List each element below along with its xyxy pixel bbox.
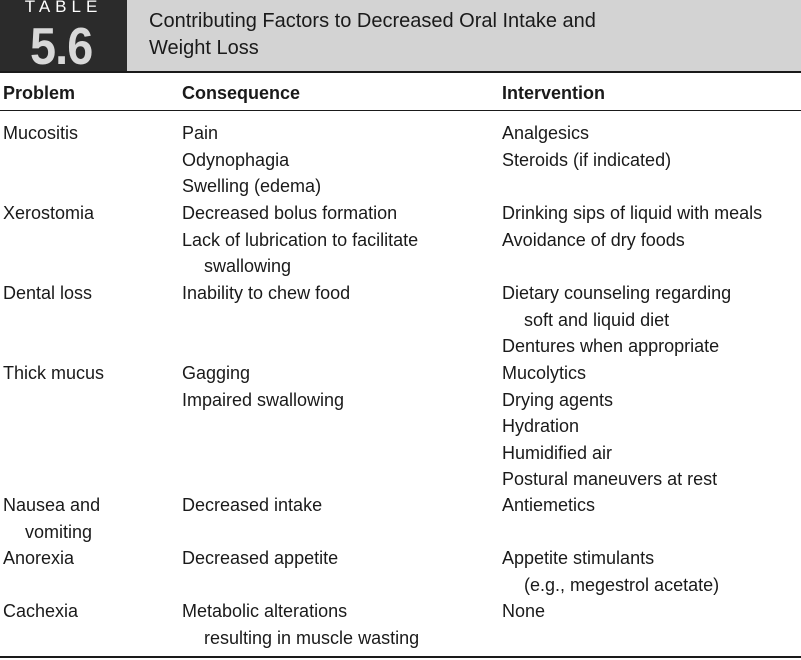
- intervention-text: Hydration: [502, 416, 580, 436]
- intervention-text: Antiemetics: [502, 495, 596, 515]
- consequence-text: Decreased appetite: [182, 548, 339, 568]
- badge-label: TABLE: [24, 0, 103, 16]
- column-header-consequence: Consequence: [182, 83, 301, 103]
- intervention-cell: [502, 598, 797, 625]
- problem-text: Anorexia: [3, 548, 75, 568]
- intervention-cell: [502, 545, 797, 598]
- intervention-text: Analgesics: [502, 123, 590, 143]
- consequence-text: resulting in muscle wasting: [204, 627, 420, 648]
- problem-text: Nausea and: [3, 495, 101, 515]
- intervention-text: Humidified air: [502, 442, 613, 463]
- problem-cell: [3, 360, 173, 387]
- consequence-text: Metabolic alterations: [182, 601, 348, 621]
- consequence-cell: [182, 360, 492, 413]
- intervention-text: Dentures when appropriate: [502, 336, 720, 356]
- problem-text: Mucositis: [3, 123, 79, 143]
- problem-cell: [3, 280, 173, 307]
- intervention-text: None: [502, 601, 546, 621]
- badge-number: 5.6: [30, 18, 93, 71]
- consequence-text: Decreased bolus formation: [182, 203, 398, 223]
- intervention-text: Mucolytics: [502, 363, 587, 383]
- column-header-intervention: Intervention: [502, 83, 606, 103]
- column-header-problem: Problem: [3, 83, 76, 103]
- consequence-text: Swelling (edema): [182, 176, 322, 196]
- consequence-text: Lack of lubrication to facilitate: [182, 229, 419, 250]
- consequence-text: Pain: [182, 123, 219, 143]
- intervention-text: soft and liquid diet: [524, 309, 670, 330]
- consequence-text: Decreased intake: [182, 495, 323, 515]
- table-title: [149, 8, 789, 62]
- intervention-cell: [502, 200, 797, 253]
- title-line-1: Contributing Factors to Decreased Oral Intake and: [149, 10, 596, 32]
- problem-text: vomiting: [25, 521, 93, 542]
- problem-text: Dental loss: [3, 283, 93, 303]
- consequence-cell: [182, 120, 492, 200]
- table-number-badge: [0, 0, 127, 71]
- consequence-text: Gagging: [182, 363, 251, 383]
- consequence-cell: [182, 200, 492, 280]
- problem-text: Cachexia: [3, 601, 79, 621]
- top-rule: [0, 71, 801, 73]
- intervention-text: Drinking sips of liquid with meals: [502, 203, 763, 223]
- problem-text: Thick mucus: [3, 363, 105, 383]
- problem-text: Xerostomia: [3, 203, 95, 223]
- intervention-cell: [502, 492, 797, 519]
- bottom-rule: [0, 656, 801, 658]
- consequence-text: Impaired swallowing: [182, 389, 345, 410]
- problem-cell: [3, 120, 173, 147]
- problem-cell: [3, 200, 173, 227]
- intervention-text: Drying agents: [502, 389, 614, 410]
- problem-cell: [3, 545, 173, 572]
- intervention-cell: [502, 280, 797, 360]
- consequence-text: swallowing: [204, 256, 292, 276]
- problem-cell: [3, 492, 173, 545]
- consequence-cell: [182, 280, 492, 307]
- header-rule: [0, 110, 801, 111]
- consequence-cell: [182, 492, 492, 519]
- consequence-cell: [182, 598, 492, 651]
- consequence-text: Odynophagia: [182, 149, 290, 170]
- consequence-text: Inability to chew food: [182, 283, 351, 303]
- intervention-cell: [502, 120, 797, 173]
- intervention-text: Appetite stimulants: [502, 548, 655, 568]
- consequence-cell: [182, 545, 492, 572]
- intervention-cell: [502, 360, 797, 493]
- intervention-text: Postural maneuvers at rest: [502, 469, 718, 489]
- intervention-text: Dietary counseling regarding: [502, 283, 732, 303]
- title-line-2: Weight Loss: [149, 37, 259, 59]
- intervention-text: Steroids (if indicated): [502, 149, 672, 170]
- problem-cell: [3, 598, 173, 625]
- intervention-text: (e.g., megestrol acetate): [524, 574, 720, 595]
- intervention-text: Avoidance of dry foods: [502, 229, 685, 250]
